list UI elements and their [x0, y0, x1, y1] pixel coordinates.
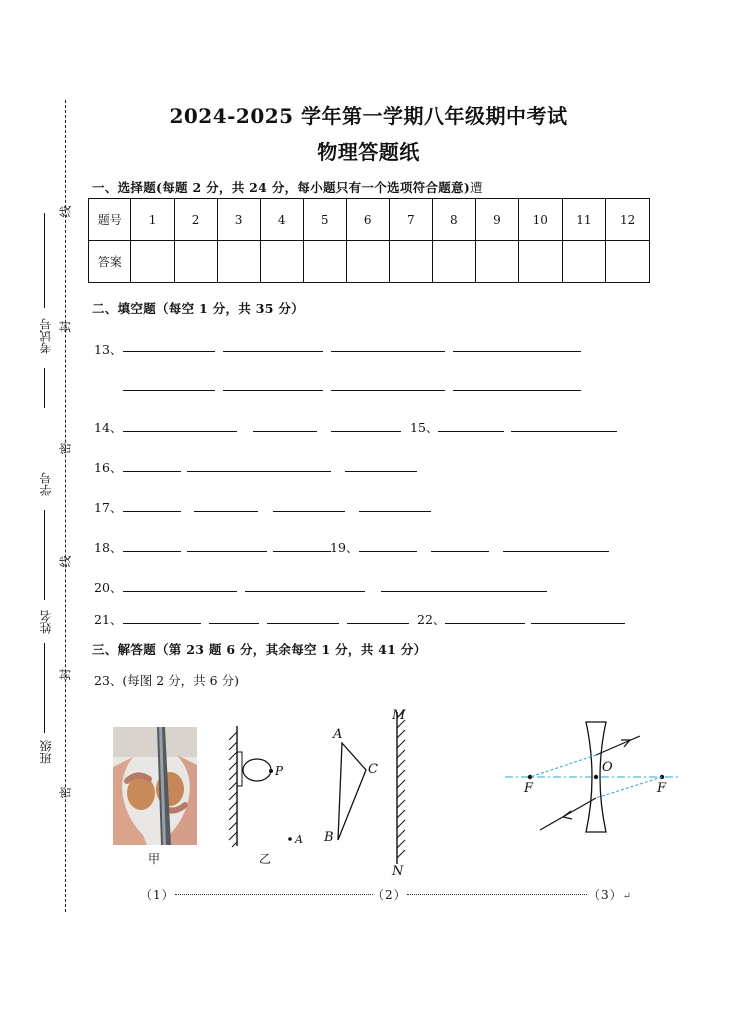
q17-label: 17、	[94, 500, 123, 515]
margin-char-feng-1: 封	[58, 320, 73, 333]
q18-blank[interactable]	[273, 551, 331, 552]
sheet-title: 物理答题纸	[317, 140, 420, 164]
q16-blank[interactable]	[123, 471, 181, 472]
answer-grid-number: 4	[260, 199, 303, 241]
field-student-number: 学号	[39, 472, 53, 496]
q22-blank[interactable]	[445, 623, 525, 624]
answer-cell[interactable]	[389, 241, 432, 283]
margin-char-xian-1: 线	[58, 205, 73, 218]
answer-grid	[88, 198, 650, 283]
answer-cell[interactable]	[174, 241, 217, 283]
q18-blank[interactable]	[123, 551, 181, 552]
q17-blank[interactable]	[123, 511, 181, 512]
q22-blank[interactable]	[531, 623, 625, 624]
q13-blank[interactable]	[331, 390, 445, 391]
q20-blank[interactable]	[381, 591, 547, 592]
part-2-wrap	[372, 886, 407, 903]
photo-mirror-egg	[113, 727, 197, 845]
q13-blank[interactable]	[331, 351, 445, 352]
answer-cell[interactable]	[346, 241, 389, 283]
return-mark: ↵	[622, 891, 633, 902]
answer-cell[interactable]	[475, 241, 518, 283]
q13-blank[interactable]	[223, 351, 323, 352]
q15-label: 15、	[410, 420, 439, 435]
q19-blank[interactable]	[503, 551, 609, 552]
answer-cell[interactable]	[562, 241, 606, 283]
margin-char-mi-1: 密	[58, 442, 73, 455]
answer-grid-answer-row	[89, 241, 650, 283]
q19-blank[interactable]	[359, 551, 417, 552]
q20-label: 20、	[94, 580, 123, 595]
answer-cell[interactable]	[606, 241, 650, 283]
answer-grid-number: 12	[606, 199, 650, 241]
part-3-wrap	[588, 886, 632, 903]
field-student-number-line	[44, 510, 45, 600]
label-n: N	[392, 864, 404, 879]
q17-blank[interactable]	[273, 511, 345, 512]
dotted-leader-2	[407, 894, 587, 895]
q13-blank[interactable]	[123, 390, 215, 391]
field-name: 姓名	[39, 610, 53, 634]
answer-grid-number: 1	[131, 199, 174, 241]
answer-grid-number-row	[89, 199, 650, 241]
q22-label: 22、	[417, 612, 446, 627]
part-labels-row	[140, 886, 175, 903]
answer-grid-number: 3	[217, 199, 260, 241]
part-3-label: （3）	[588, 888, 623, 902]
q14-label: 14、	[94, 420, 123, 435]
q13-blank[interactable]	[453, 390, 581, 391]
q19-blank[interactable]	[431, 551, 489, 552]
q19-label: 19、	[330, 540, 359, 555]
caption-yi: 乙	[259, 852, 272, 866]
q18-label: 18、	[94, 540, 123, 555]
margin-char-xian-2: 线	[58, 555, 73, 568]
q21-label: 21、	[94, 612, 123, 627]
answer-grid-number: 7	[389, 199, 432, 241]
answer-cell[interactable]	[217, 241, 260, 283]
answer-grid-number: 5	[303, 199, 346, 241]
field-exam-number-line-2	[44, 368, 45, 408]
figure-concave-lens	[500, 718, 685, 840]
q21-blank[interactable]	[123, 623, 201, 624]
q15-blank[interactable]	[438, 431, 504, 432]
section3-heading: 三、解答题（第 23 题 6 分，其余每空 1 分，共 41 分）	[92, 642, 427, 657]
section1-heading-text: 一、选择题(每题 2 分，共 24 分，每小题只有一个选项符合题意)	[92, 180, 471, 195]
section1-heading	[92, 178, 483, 196]
answer-grid-number: 10	[518, 199, 562, 241]
q20-blank[interactable]	[245, 591, 365, 592]
label-m: M	[392, 708, 406, 723]
q16-blank[interactable]	[187, 471, 331, 472]
exam-title: 2024-2025 学年第一学期八年级期中考试	[169, 104, 568, 128]
answer-grid-number: 9	[475, 199, 518, 241]
q13-blank[interactable]	[123, 351, 215, 352]
q15-blank[interactable]	[511, 431, 617, 432]
margin-char-mi-2: 密	[58, 786, 73, 799]
q13-blank[interactable]	[223, 390, 323, 391]
label-f-right: F	[657, 781, 667, 796]
q20-blank[interactable]	[123, 591, 237, 592]
label-a-point: A	[295, 833, 303, 846]
section1-stray-char: 遭	[470, 180, 483, 195]
q14-blank[interactable]	[123, 431, 237, 432]
field-exam-number-line	[44, 213, 45, 308]
label-p: P	[275, 764, 284, 778]
q18-blank[interactable]	[187, 551, 267, 552]
label-f-left: F	[524, 781, 534, 796]
dotted-leader-1	[175, 894, 373, 895]
field-class: 班级	[39, 740, 53, 764]
answer-grid-number: 8	[432, 199, 475, 241]
part-2-label: （2）	[372, 888, 407, 902]
answer-cell[interactable]	[131, 241, 174, 283]
label-b: B	[324, 830, 334, 845]
q17-blank[interactable]	[359, 511, 431, 512]
q21-blank[interactable]	[209, 623, 259, 624]
answer-grid-number: 11	[562, 199, 606, 241]
q13-label: 13、	[94, 342, 123, 357]
label-c: C	[368, 762, 378, 777]
answer-cell[interactable]	[432, 241, 475, 283]
q23-label: 23、(每图 2 分，共 6 分)	[94, 673, 239, 688]
section2-heading: 二、填空题（每空 1 分，共 35 分）	[92, 301, 305, 316]
q13-blank[interactable]	[453, 351, 581, 352]
answer-grid-answer-label: 答案	[89, 241, 131, 283]
q14-blank[interactable]	[253, 431, 317, 432]
answer-grid-number: 6	[346, 199, 389, 241]
q16-label: 16、	[94, 460, 123, 475]
answer-grid-number: 2	[174, 199, 217, 241]
label-o: O	[602, 760, 613, 775]
field-exam-number: 考试号	[39, 318, 53, 354]
q16-blank[interactable]	[345, 471, 417, 472]
q14-blank[interactable]	[331, 431, 401, 432]
part-1-label: （1）	[140, 888, 175, 902]
answer-cell[interactable]	[518, 241, 562, 283]
caption-jia: 甲	[148, 852, 161, 866]
margin-char-feng-2: 封	[58, 668, 73, 681]
answer-cell[interactable]	[260, 241, 303, 283]
q21-blank[interactable]	[267, 623, 339, 624]
q17-blank[interactable]	[194, 511, 258, 512]
label-a: A	[333, 727, 343, 742]
q21-blank[interactable]	[347, 623, 409, 624]
field-name-line	[44, 643, 45, 733]
photo-mirror-egg-drawing	[113, 727, 197, 845]
answer-grid-number-label: 题号	[89, 199, 131, 241]
answer-cell[interactable]	[303, 241, 346, 283]
